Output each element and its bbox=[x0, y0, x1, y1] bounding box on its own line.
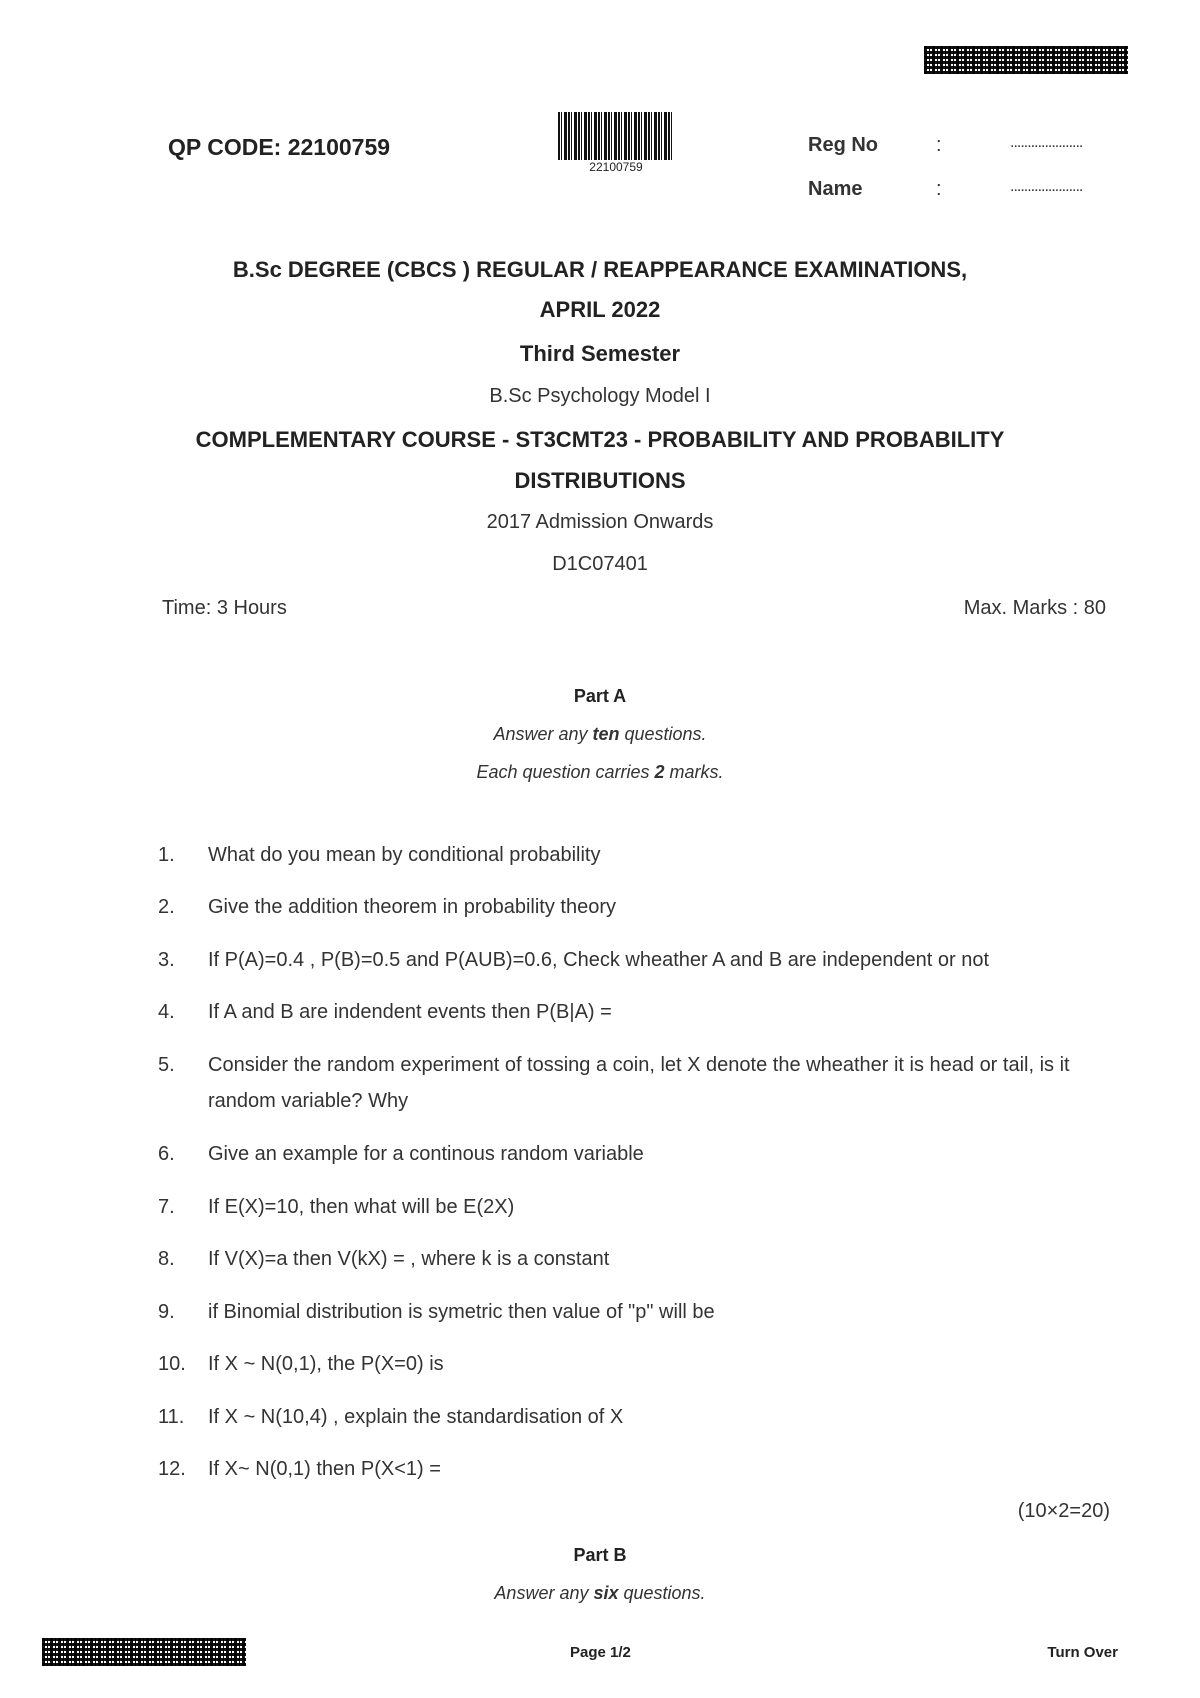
max-marks: Max. Marks : 80 bbox=[963, 597, 1106, 619]
question-text: If P(A)=0.4 , P(B)=0.5 and P(AUB)=0.6, Check wheather A and B are independent or not bbox=[208, 949, 990, 971]
exam-title-line2: APRIL 2022 bbox=[539, 297, 661, 322]
qp-code: QP CODE: 22100759 bbox=[168, 134, 391, 160]
bottom-left-barcode bbox=[42, 1638, 246, 1666]
question-number: 1. bbox=[158, 844, 175, 866]
time: Time: 3 Hours bbox=[162, 597, 287, 619]
turn-over: Turn Over bbox=[1047, 1644, 1118, 1661]
reg-no-colon: : bbox=[936, 134, 942, 156]
instr-text: Answer any bbox=[494, 1583, 594, 1603]
instr-text: marks. bbox=[664, 762, 724, 782]
name-label: Name bbox=[808, 178, 863, 200]
part-b-instruction-1 bbox=[0, 1583, 1200, 1604]
exam-title-line1: B.Sc DEGREE (CBCS ) REGULAR / REAPPEARANCE EXAMINATIONS, bbox=[232, 257, 968, 282]
part-a-instruction-2 bbox=[0, 762, 1200, 783]
paper-code: D1C07401 bbox=[552, 553, 648, 575]
top-right-barcode bbox=[924, 46, 1128, 74]
part-a-marks-total: (10×2=20) bbox=[1017, 1500, 1110, 1522]
course-title-line1: COMPLEMENTARY COURSE - ST3CMT23 - PROBABILITY AND PROBABILITY bbox=[195, 427, 1005, 452]
question-number: 3. bbox=[158, 949, 175, 971]
part-b-heading: Part B bbox=[573, 1545, 627, 1565]
question-text: If A and B are indendent events then P(B|A) = bbox=[208, 1001, 612, 1023]
reg-no-blank: ..................... bbox=[1010, 134, 1083, 151]
instr-bold: 2 bbox=[654, 762, 665, 782]
question-number: 9. bbox=[158, 1301, 175, 1323]
instr-text: Each question carries bbox=[476, 762, 655, 782]
question-text: If X~ N(0,1) then P(X<1) = bbox=[208, 1458, 441, 1480]
instr-bold: ten bbox=[592, 724, 620, 744]
question-text: What do you mean by conditional probability bbox=[208, 844, 601, 866]
question-text: Consider the random experiment of tossing a coin, let X denote the wheather it is head or tail, is it random variable? Why bbox=[208, 1054, 1070, 1112]
semester: Third Semester bbox=[519, 341, 681, 366]
reg-no-label: Reg No bbox=[808, 134, 878, 156]
name-colon: : bbox=[936, 178, 942, 200]
question-number: 8. bbox=[158, 1248, 175, 1270]
question-text: Give an example for a continous random variable bbox=[208, 1143, 644, 1165]
instr-bold: six bbox=[593, 1583, 619, 1603]
admission: 2017 Admission Onwards bbox=[486, 511, 714, 533]
instr-text: Answer any bbox=[493, 724, 593, 744]
question-number: 10. bbox=[158, 1353, 186, 1375]
programme: B.Sc Psychology Model I bbox=[489, 385, 711, 407]
name-blank: ..................... bbox=[1010, 178, 1083, 195]
course-title-line2: DISTRIBUTIONS bbox=[514, 468, 686, 493]
instr-text: questions. bbox=[618, 1583, 706, 1603]
question-text: If X ~ N(0,1), the P(X=0) is bbox=[208, 1353, 444, 1375]
qp-barcode bbox=[558, 112, 674, 160]
question-number: 11. bbox=[158, 1406, 185, 1428]
question-number: 6. bbox=[158, 1143, 175, 1165]
question-text: if Binomial distribution is symetric then value of "p" will be bbox=[208, 1301, 715, 1323]
question-text: If E(X)=10, then what will be E(2X) bbox=[208, 1196, 515, 1218]
instr-text: questions. bbox=[619, 724, 707, 744]
question-number: 2. bbox=[158, 896, 175, 918]
part-a-instruction-1 bbox=[0, 724, 1200, 745]
question-text: If V(X)=a then V(kX) = , where k is a constant bbox=[208, 1248, 610, 1270]
question-text: Give the addition theorem in probability theory bbox=[208, 896, 617, 918]
question-number: 4. bbox=[158, 1001, 175, 1023]
part-a-heading: Part A bbox=[573, 686, 627, 706]
question-number: 12. bbox=[158, 1458, 186, 1480]
page-number: Page 1/2 bbox=[570, 1644, 631, 1661]
question-number: 5. bbox=[158, 1054, 175, 1076]
question-number: 7. bbox=[158, 1196, 175, 1218]
qp-barcode-number: 22100759 bbox=[589, 160, 643, 174]
question-text: If X ~ N(10,4) , explain the standardisation of X bbox=[208, 1406, 624, 1428]
